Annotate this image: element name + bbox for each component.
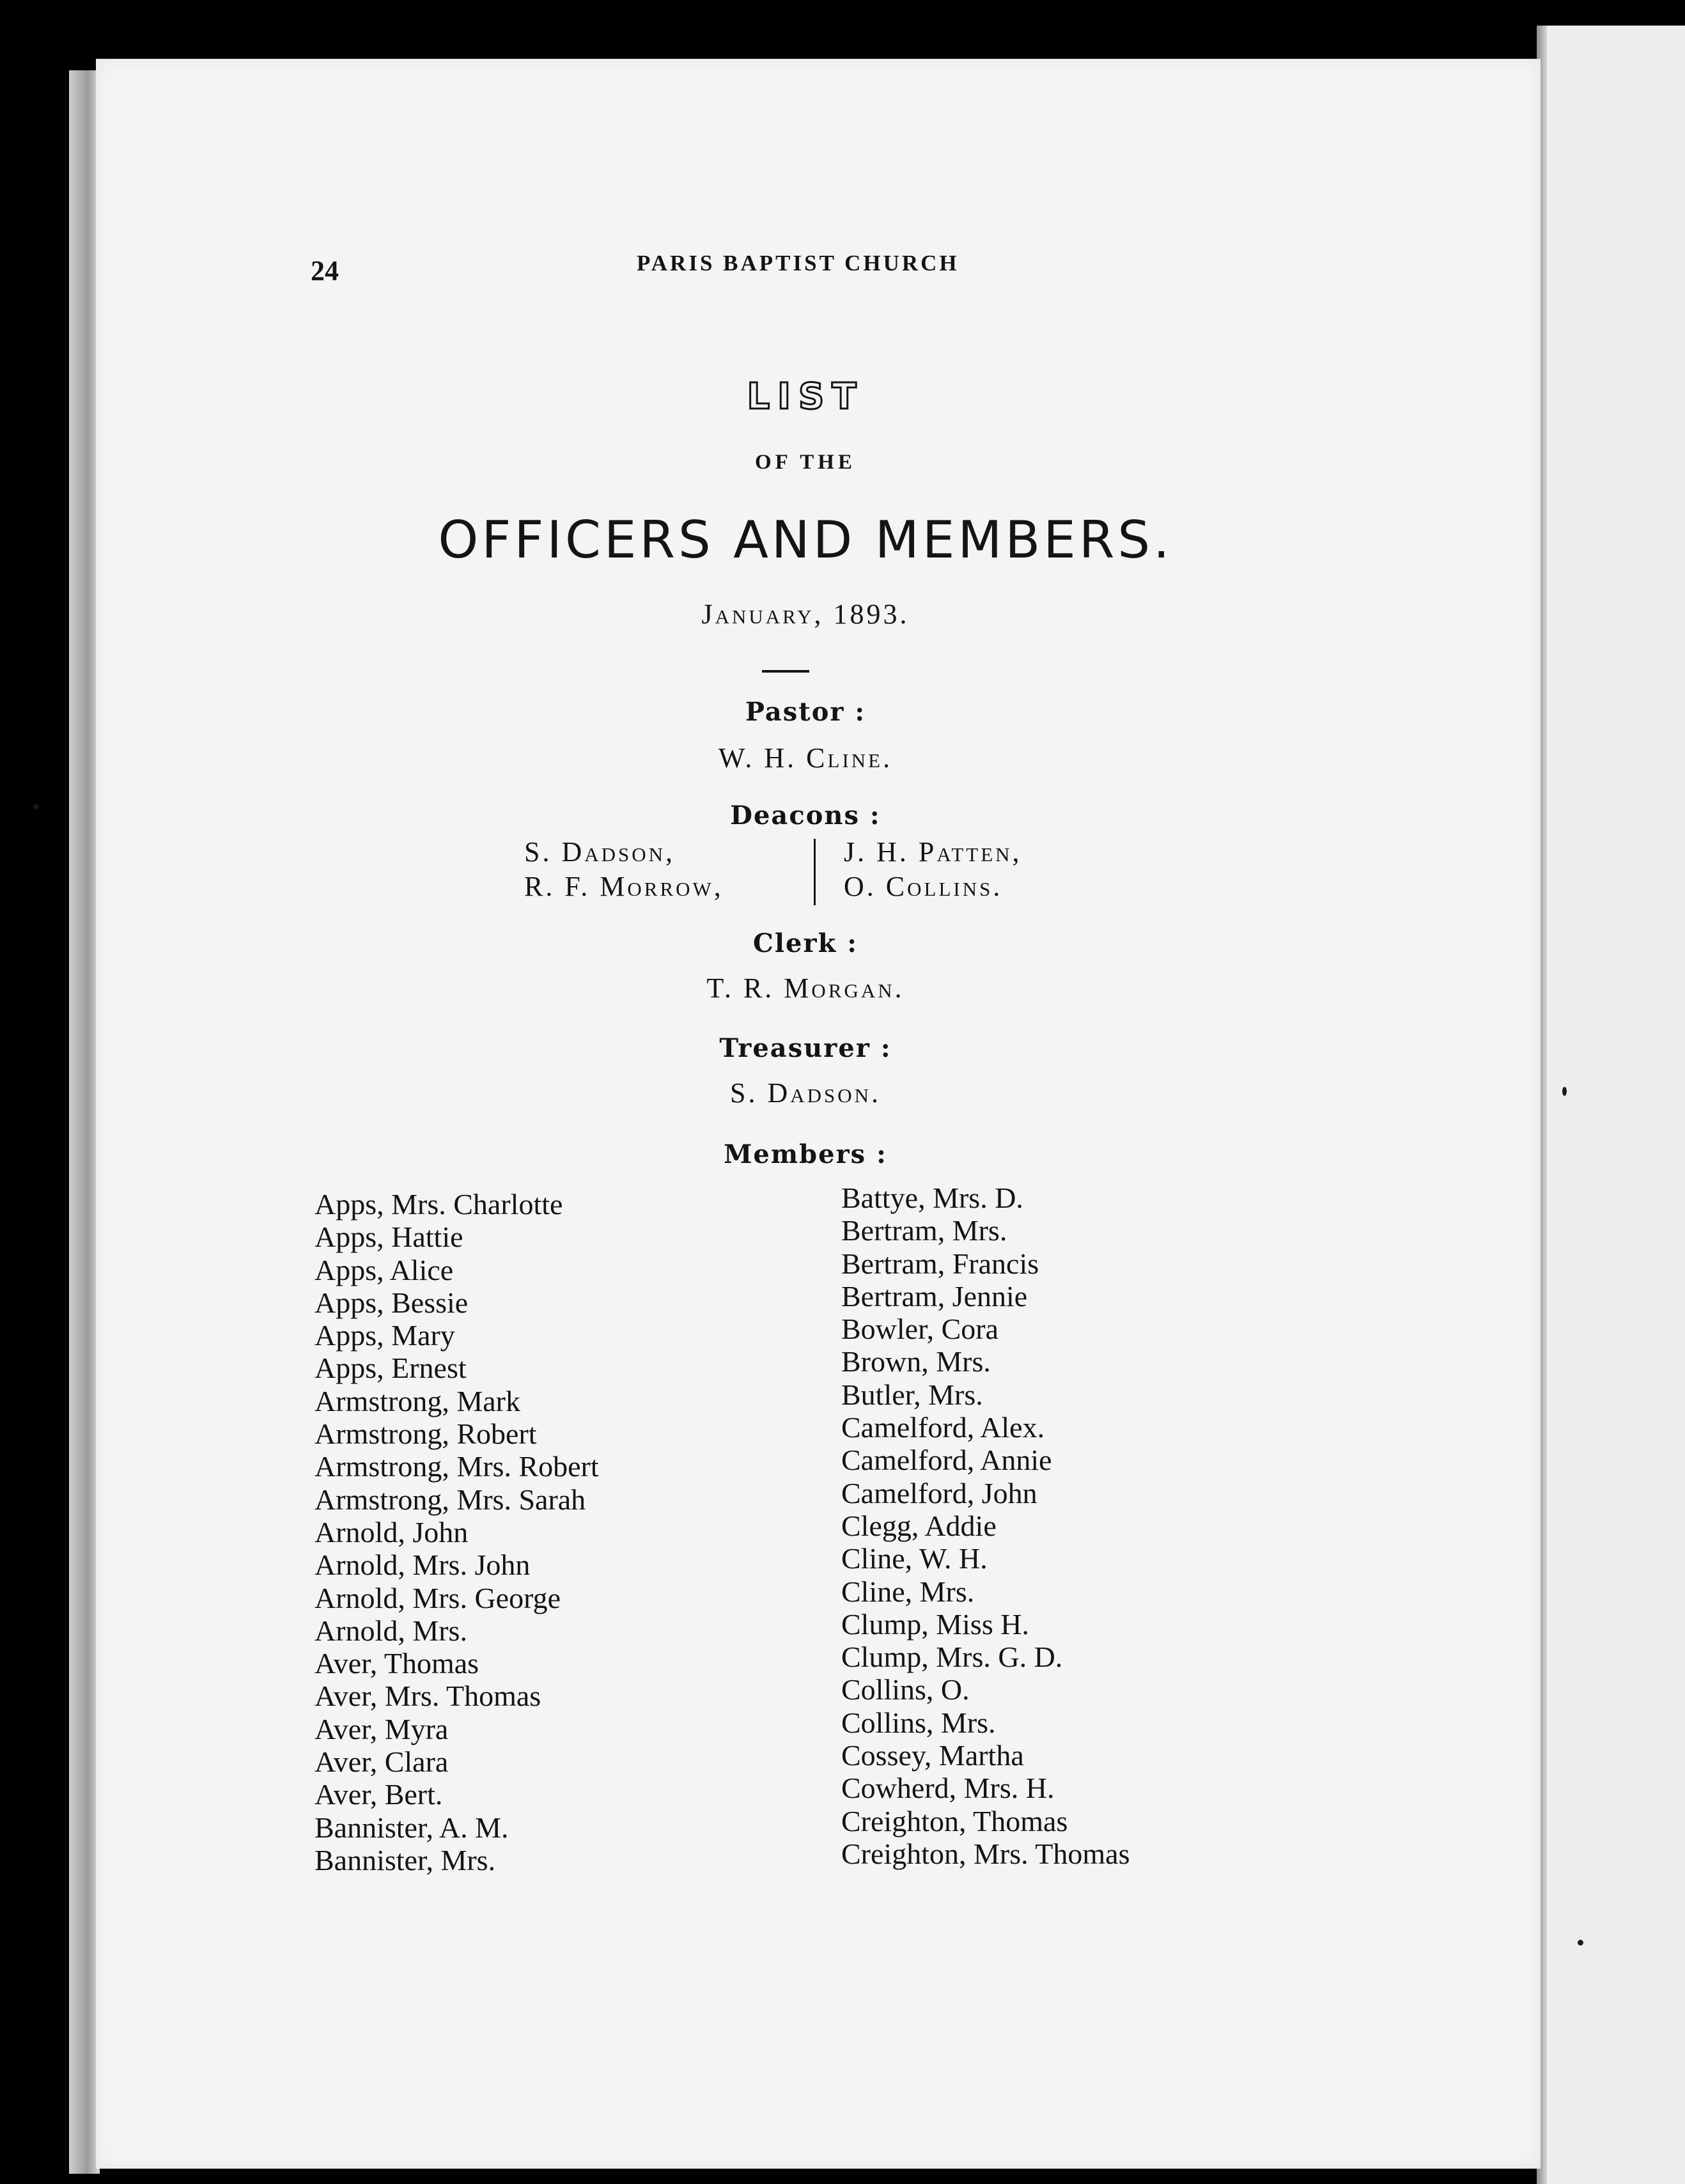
member-name: Apps, Hattie: [314, 1221, 463, 1254]
member-name: Clump, Miss H.: [841, 1607, 1029, 1641]
document-page: [96, 59, 1541, 2169]
member-name: Aver, Mrs. Thomas: [314, 1680, 541, 1713]
deacons-right-column: [844, 835, 1227, 904]
member-name: Arnold, Mrs. John: [314, 1548, 531, 1582]
member-name: Bertram, Francis: [841, 1247, 1039, 1280]
member-name: Cowherd, Mrs. H.: [841, 1772, 1055, 1805]
title-rule: [762, 670, 809, 673]
member-name: Armstrong, Robert: [314, 1417, 537, 1451]
member-name: Arnold, John: [314, 1515, 469, 1548]
list-heading: LIST: [747, 376, 864, 417]
member-name: Cline, Mrs.: [841, 1575, 975, 1608]
member-name: Creighton, Thomas: [841, 1804, 1068, 1837]
member-name: Bannister, Mrs.: [314, 1843, 496, 1876]
member-name: Butler, Mrs.: [841, 1378, 983, 1411]
member-name: Apps, Alice: [314, 1253, 454, 1286]
member-name: Collins, Mrs.: [841, 1706, 996, 1739]
member-name: Clegg, Addie: [841, 1509, 997, 1542]
member-name: Creighton, Mrs. Thomas: [841, 1837, 1130, 1870]
page-title: OFFICERS AND MEMBERS.: [438, 510, 1173, 570]
member-name: Aver, Myra: [314, 1712, 449, 1745]
page-number: 24: [311, 255, 339, 286]
deacon-name: O. Collins.: [844, 871, 1003, 902]
deacon-name: J. H. Patten,: [844, 836, 1022, 868]
member-name: Camelford, Alex.: [841, 1411, 1045, 1444]
member-name: Aver, Bert.: [314, 1778, 443, 1811]
member-name: Apps, Mary: [314, 1319, 455, 1352]
member-name: Aver, Thomas: [314, 1647, 479, 1680]
member-name: Apps, Bessie: [314, 1286, 469, 1319]
member-name: Armstrong, Mark: [314, 1384, 520, 1417]
clerk-label: Clerk :: [753, 928, 858, 958]
member-name: Cline, W. H.: [841, 1542, 988, 1575]
running-head: PARIS BAPTIST CHURCH: [637, 251, 959, 276]
member-name: Apps, Ernest: [314, 1352, 467, 1385]
date-line: January, 1893.: [701, 598, 910, 630]
member-name: Cossey, Martha: [841, 1739, 1024, 1772]
treasurer-name: S. Dadson.: [729, 1077, 881, 1109]
member-name: Bertram, Jennie: [841, 1279, 1028, 1313]
member-name: Armstrong, Mrs. Sarah: [314, 1483, 586, 1516]
member-name: Bowler, Cora: [841, 1313, 998, 1346]
member-name: Apps, Mrs. Charlotte: [314, 1188, 563, 1221]
member-name: Armstrong, Mrs. Robert: [314, 1450, 599, 1483]
pastor-label: Pastor :: [745, 697, 866, 727]
member-name: Collins, O.: [841, 1673, 970, 1706]
members-right-column: [841, 1182, 1130, 1870]
pastor-name: W. H. Cline.: [718, 742, 893, 774]
member-name: Brown, Mrs.: [841, 1345, 991, 1378]
member-name: Clump, Mrs. G. D.: [841, 1641, 1063, 1674]
member-name: Bertram, Mrs.: [841, 1214, 1007, 1247]
clerk-name: T. R. Morgan.: [706, 972, 905, 1004]
margin-speck: [1578, 1940, 1583, 1946]
deacons-label: Deacons :: [730, 800, 881, 831]
member-name: Camelford, John: [841, 1476, 1037, 1509]
deacons-left-column: [524, 835, 844, 904]
member-name: Arnold, Mrs.: [314, 1614, 467, 1647]
deacon-name: R. F. Morrow,: [524, 871, 724, 902]
member-name: Bannister, A. M.: [314, 1811, 509, 1844]
treasurer-label: Treasurer :: [719, 1033, 892, 1063]
member-name: Battye, Mrs. D.: [841, 1182, 1023, 1214]
deacons-divider: [814, 839, 816, 905]
member-name: Arnold, Mrs. George: [314, 1581, 561, 1614]
members-label: Members :: [724, 1139, 887, 1169]
members-left-column: [314, 1188, 599, 1876]
member-name: Aver, Clara: [314, 1745, 449, 1779]
deacon-name: S. Dadson,: [524, 836, 676, 868]
member-name: Camelford, Annie: [841, 1444, 1052, 1477]
of-the-heading: OF THE: [755, 451, 856, 474]
